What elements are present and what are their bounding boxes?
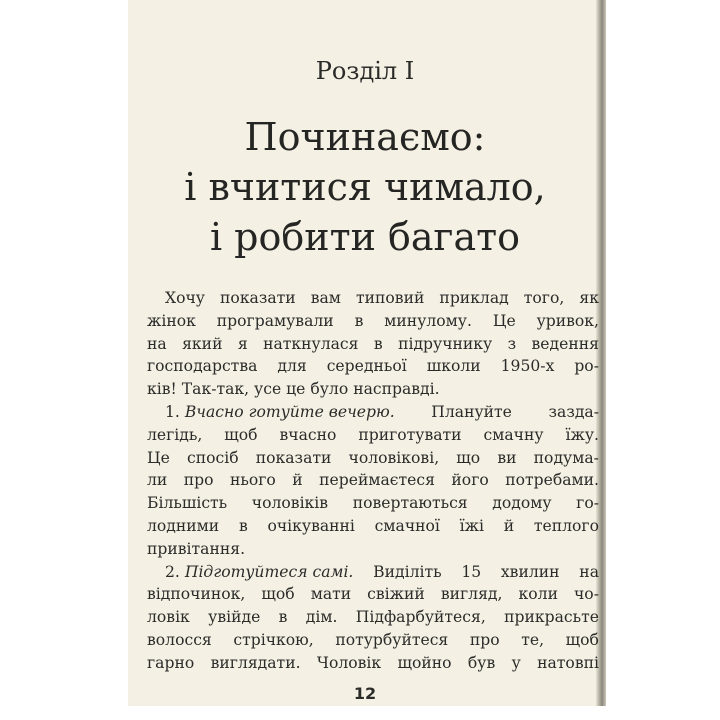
list-item-heading: 2. Підготуйтеся самі. [165, 562, 354, 581]
list-item-heading: 1. Вчасно готуйте вечерю. [165, 402, 395, 421]
body-text [147, 287, 599, 675]
text-line: на який я наткнулася в підручнику з ведення [147, 334, 599, 353]
chapter-title [128, 112, 602, 262]
text-line: лодними в очікуванні смачної їжі й теплого [147, 516, 599, 535]
text-line: 1. Вчасно готуйте вечерю. Плануйте зазда- [147, 401, 599, 424]
text-line: легідь, щоб вчасно приготувати смачну їжу. [147, 425, 599, 444]
title-line: і робити багато [209, 215, 521, 259]
text-line: Це спосіб показати чоловікові, що ви подума- [147, 448, 599, 467]
chapter-label: Розділ І [315, 57, 415, 85]
text-line: волосся стрічкою, потурбуйтеся про те, щоб [147, 630, 599, 649]
title-line: Починаємо: [244, 115, 486, 159]
text-line: ловік увійде в дім. Підфарбуйтеся, прикрасьте [147, 608, 599, 627]
text-line: ли про нього й переймаєтеся його потребами. [147, 471, 599, 490]
text-line: Хочу показати вам типовий приклад того, як [165, 289, 599, 307]
text-line: відпочинок, щоб мати свіжий вигляд, коли чо- [147, 585, 599, 604]
text-line: Більшість чоловіків повертаються додому го- [147, 494, 599, 513]
text-line: ків! Так-так, усе це було насправді. [147, 380, 440, 399]
title-line: і вчитися чимало, [184, 165, 546, 209]
text-line: господарства для середньої школи 1950-х ро- [147, 357, 599, 376]
page-number: 12 [353, 684, 377, 703]
text-line: гарно виглядати. Чоловік щойно був у натовпі [147, 653, 599, 672]
text-line: привітання. [147, 539, 246, 558]
text-line: жінок програмували в минулому. Це уривок, [147, 311, 599, 330]
text-line: 2. Підготуйтеся самі. Виділіть 15 хвилин на [147, 561, 599, 584]
